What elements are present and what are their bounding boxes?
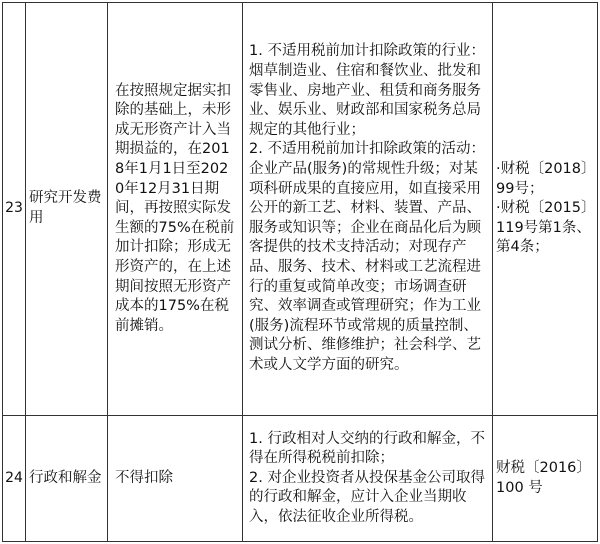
table-row: [3, 416, 598, 542]
table-row: [3, 3, 598, 416]
policy-notes: [243, 416, 493, 542]
row-number: 24: [3, 416, 26, 542]
policy-note: 2. 不适用税前加计扣除政策的活动：企业产品(服务)的常规性升级；对某项科研成果的直接应用，如直接采用公开的新工艺、材料、装置、产品、服务或知识等；企业在商品化后为顾客提供的技术支持活动；对现存产品、服务、技术、材料或工艺流程进行的重复或简单改变；市场调查研究、效率调查或管理研究；作为工业(服务)流程环节或常规的质量控制、测试分析、维修维护；社会科学、艺术或人文学方面的研究。: [249, 141, 485, 373]
policy-note: 2. 对企业投资者从投保基金公司取得的行政和解金，应计入企业当期收入，依法征收企业所得税。: [249, 469, 485, 525]
policy-notes: [243, 3, 493, 416]
policy-basis: [493, 416, 598, 542]
item-name: 行政和解金: [26, 416, 108, 542]
deduction-provision: 在按照规定据实扣除的基础上，未形成无形资产计入当期损益的，在2018年1月1日至2020年12月31日期间，再按照实际发生额的75%在税前加计扣除；形成无形资产的，在上述期间按照无形资产成本的175%在税前摊销。: [108, 3, 243, 416]
basis-reference: 财税〔2016〕100 号: [496, 459, 591, 496]
policy-basis: [493, 3, 598, 416]
deduction-provision: 不得扣除: [108, 416, 243, 542]
tax-deduction-table: [2, 2, 598, 542]
row-number: 23: [3, 3, 26, 416]
item-name: 研究开发费用: [26, 3, 108, 416]
basis-reference: ·财税〔2015〕119号第1条、第4条；: [496, 200, 591, 256]
policy-note: 1. 不适用税前加计扣除政策的行业：烟草制造业、住宿和餐饮业、批发和零售业、房地产业、租赁和商务服务业、娱乐业、财政部和国家税务总局规定的其他行业；: [249, 43, 485, 138]
basis-reference: ·财税〔2018〕99号；: [496, 161, 589, 197]
policy-note: 1. 行政相对人交纳的行政和解金，不得在所得税税前扣除；: [249, 430, 485, 467]
